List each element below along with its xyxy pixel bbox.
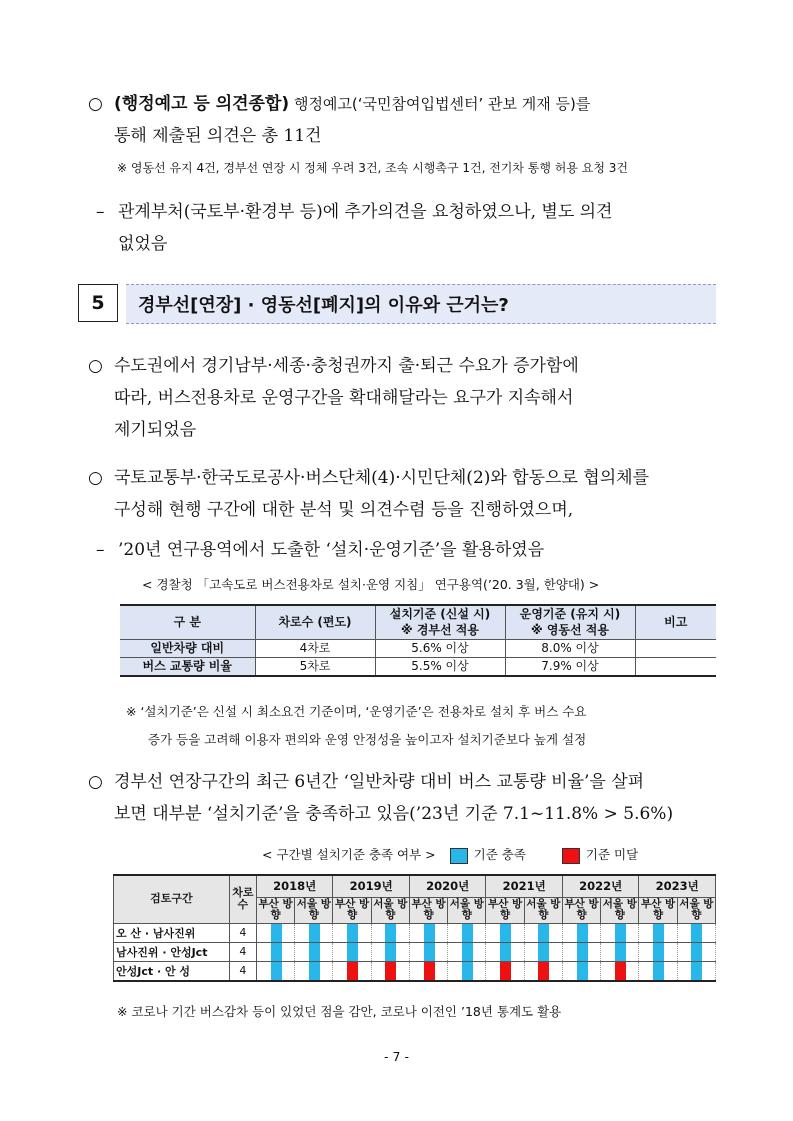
status-cell bbox=[333, 923, 371, 942]
header-busan-direction: 부산 방향 bbox=[256, 897, 294, 923]
status-cell bbox=[639, 961, 677, 981]
header-busan-direction: 부산 방향 bbox=[333, 897, 371, 923]
section-title: 경부선[연장] · 영동선[폐지]의 이유와 근거는? bbox=[126, 284, 716, 324]
legend-meet-label: 기준 충족 bbox=[473, 847, 526, 862]
opinion-summary-line1 bbox=[88, 88, 728, 120]
demand-line1: 수도권에서 경기남부·세종·충청권까지 출·퇴근 수요가 증가함에 bbox=[114, 356, 579, 376]
meets-criteria-bar bbox=[462, 962, 473, 980]
status-cell bbox=[562, 961, 600, 981]
extension-line2: 보면 대부분 ‘설치기준’을 충족하고 있음(’23년 기준 7.1~11.8% > 5.6%) bbox=[114, 804, 674, 824]
legend-fail-label: 기준 미달 bbox=[585, 847, 639, 862]
section-number: 5 bbox=[78, 284, 118, 322]
section-name: 안성Jct · 안 성 bbox=[114, 961, 230, 981]
demand-paragraph bbox=[88, 350, 728, 446]
meets-criteria-bar bbox=[462, 943, 473, 961]
meets-criteria-bar bbox=[462, 924, 473, 942]
section-name: 오 산 · 남사진위 bbox=[114, 923, 230, 942]
opinion-summary-paragraph bbox=[88, 88, 728, 152]
meets-criteria-bar bbox=[615, 924, 626, 942]
table-row bbox=[120, 657, 716, 676]
row-label-top: 일반차량 대비 bbox=[120, 639, 255, 657]
header-year: 2021년 bbox=[486, 875, 563, 897]
status-cell bbox=[562, 942, 600, 961]
council-paragraph bbox=[88, 462, 728, 526]
row-label-bottom: 버스 교통량 비율 bbox=[120, 657, 255, 676]
status-cell bbox=[448, 942, 486, 961]
table-row bbox=[114, 942, 716, 961]
header-section: 검토구간 bbox=[114, 875, 230, 923]
opinion-summary-line2: 통해 제출된 의견은 총 11건 bbox=[114, 126, 322, 146]
install-cell: 5.5% 이상 bbox=[375, 657, 505, 676]
status-cell bbox=[524, 942, 562, 961]
table-row bbox=[120, 639, 716, 657]
header-lanes: 차로수 (편도) bbox=[255, 605, 375, 639]
status-cell bbox=[333, 942, 371, 961]
meets-criteria-bar bbox=[347, 924, 358, 942]
remarks-cell bbox=[635, 639, 716, 657]
opinion-summary-heading: (행정예고 등 의견종합) bbox=[114, 94, 290, 114]
status-cell bbox=[295, 942, 333, 961]
meets-criteria-bar bbox=[271, 943, 282, 961]
below-criteria-bar bbox=[424, 962, 435, 980]
ministry-opinion-line1: 관계부처(국토부·환경부 등)에 추가의견을 요청하였으나, 별도 의견 bbox=[118, 202, 613, 222]
opinion-breakdown-note: ※ 영동선 유지 4건, 경부선 연장 시 정체 우려 3건, 조속 시행촉구 1건, 전기차 통행 허용 요청 3건 bbox=[117, 161, 629, 175]
legend-fail-swatch bbox=[562, 848, 580, 864]
below-criteria-bar bbox=[347, 962, 358, 980]
status-cell bbox=[409, 923, 447, 942]
status-cell bbox=[486, 942, 524, 961]
header-operate-criteria: 운영기준 (유지 시) ※ 영동선 적용 bbox=[505, 605, 635, 639]
meets-criteria-bar bbox=[309, 962, 320, 980]
meets-criteria-bar bbox=[385, 943, 396, 961]
operate-cell: 8.0% 이상 bbox=[505, 639, 635, 657]
status-cell bbox=[333, 961, 371, 981]
lane-count: 4 bbox=[229, 923, 256, 942]
header-busan-direction: 부산 방향 bbox=[562, 897, 600, 923]
status-cell bbox=[677, 942, 715, 961]
ministry-opinion-line2: 없었음 bbox=[118, 234, 168, 254]
header-year: 2023년 bbox=[639, 875, 716, 897]
lane-count: 4 bbox=[229, 942, 256, 961]
status-cell bbox=[524, 923, 562, 942]
meets-criteria-bar bbox=[500, 943, 511, 961]
meets-criteria-bar bbox=[653, 962, 664, 980]
meets-criteria-bar bbox=[691, 962, 702, 980]
dash-bullet: – bbox=[96, 202, 105, 222]
meets-criteria-bar bbox=[653, 924, 664, 942]
bullet-circle: ○ bbox=[88, 356, 103, 376]
meets-criteria-bar bbox=[653, 943, 664, 961]
meets-criteria-bar bbox=[691, 924, 702, 942]
table-row bbox=[114, 961, 716, 981]
below-criteria-bar bbox=[500, 962, 511, 980]
page-number: - 7 - bbox=[384, 1049, 409, 1064]
lanes-cell: 5차로 bbox=[255, 657, 375, 676]
header-busan-direction: 부산 방향 bbox=[639, 897, 677, 923]
meets-criteria-bar bbox=[385, 924, 396, 942]
meets-criteria-bar bbox=[500, 924, 511, 942]
extension-line1: 경부선 연장구간의 최근 6년간 ‘일반차량 대비 버스 교통량 비율’을 살펴 bbox=[114, 772, 645, 792]
status-cell bbox=[524, 961, 562, 981]
header-category: 구 분 bbox=[120, 605, 255, 639]
status-cell bbox=[371, 961, 409, 981]
status-cell bbox=[409, 942, 447, 961]
ministry-opinion-paragraph bbox=[96, 196, 736, 260]
meets-criteria-bar bbox=[424, 943, 435, 961]
status-cell bbox=[295, 961, 333, 981]
status-cell bbox=[486, 923, 524, 942]
lanes-cell: 4차로 bbox=[255, 639, 375, 657]
status-cell bbox=[562, 923, 600, 942]
meets-criteria-bar bbox=[691, 943, 702, 961]
meets-criteria-bar bbox=[577, 924, 588, 942]
meets-criteria-bar bbox=[424, 924, 435, 942]
status-cell bbox=[256, 961, 294, 981]
header-lane-count: 차로수 bbox=[229, 875, 256, 923]
status-cell bbox=[601, 961, 639, 981]
section-criteria-table bbox=[113, 874, 716, 982]
research-line1: ’20년 연구용역에서 도출한 ‘설치·운영기준’을 활용하였음 bbox=[118, 540, 545, 560]
below-criteria-bar bbox=[538, 962, 549, 980]
operate-cell: 7.9% 이상 bbox=[505, 657, 635, 676]
status-cell bbox=[371, 942, 409, 961]
header-remarks: 비고 bbox=[635, 605, 716, 639]
header-seoul-direction: 서울 방향 bbox=[448, 897, 486, 923]
table1-caption: < 경찰청 「고속도로 버스전용차로 설치·운영 지침」 연구용역(’20. 3월, 한양대) > bbox=[142, 577, 600, 592]
status-cell bbox=[601, 923, 639, 942]
meets-criteria-bar bbox=[271, 924, 282, 942]
header-seoul-direction: 서울 방향 bbox=[295, 897, 333, 923]
section-name: 남사진위 · 안성Jct bbox=[114, 942, 230, 961]
status-cell bbox=[677, 961, 715, 981]
header-seoul-direction: 서울 방향 bbox=[677, 897, 715, 923]
status-cell bbox=[409, 961, 447, 981]
header-seoul-direction: 서울 방향 bbox=[524, 897, 562, 923]
header-install-criteria: 설치기준 (신설 시) ※ 경부선 적용 bbox=[375, 605, 505, 639]
criteria-table-header bbox=[120, 605, 716, 639]
header-year: 2022년 bbox=[562, 875, 639, 897]
header-year: 2020년 bbox=[409, 875, 486, 897]
table2-caption-row bbox=[262, 845, 638, 864]
status-cell bbox=[448, 923, 486, 942]
meets-criteria-bar bbox=[577, 962, 588, 980]
legend-meet-swatch bbox=[450, 848, 468, 864]
header-year: 2019년 bbox=[333, 875, 410, 897]
header-year: 2018년 bbox=[256, 875, 333, 897]
opinion-summary-text: 행정예고(‘국민참여입법센터’ 관보 게재 등)를 bbox=[289, 95, 591, 113]
status-cell bbox=[601, 942, 639, 961]
meets-criteria-bar bbox=[577, 943, 588, 961]
criteria-note bbox=[126, 698, 586, 754]
meets-criteria-bar bbox=[615, 943, 626, 961]
install-cell: 5.6% 이상 bbox=[375, 639, 505, 657]
bullet-circle: ○ bbox=[88, 772, 103, 792]
council-line1: 국토교통부·한국도로공사·버스단체(4)·시민단체(2)와 합동으로 협의체를 bbox=[114, 468, 649, 488]
criteria-table bbox=[120, 604, 716, 677]
status-cell bbox=[371, 923, 409, 942]
demand-line3: 제기되었음 bbox=[114, 420, 197, 440]
below-criteria-bar bbox=[385, 962, 396, 980]
status-cell bbox=[295, 923, 333, 942]
status-cell bbox=[639, 923, 677, 942]
status-cell bbox=[639, 942, 677, 961]
council-line2: 구성해 현행 구간에 대한 분석 및 의견수렴 등을 진행하였으며, bbox=[114, 500, 574, 520]
meets-criteria-bar bbox=[309, 924, 320, 942]
lane-count: 4 bbox=[229, 961, 256, 981]
status-cell bbox=[486, 961, 524, 981]
table2-caption: < 구간별 설치기준 충족 여부 > bbox=[262, 847, 436, 862]
header-seoul-direction: 서울 방향 bbox=[601, 897, 639, 923]
extension-paragraph bbox=[88, 766, 728, 830]
research-paragraph bbox=[96, 534, 736, 566]
meets-criteria-bar bbox=[347, 943, 358, 961]
below-criteria-bar bbox=[615, 962, 626, 980]
remarks-cell bbox=[635, 657, 716, 676]
status-cell bbox=[448, 961, 486, 981]
header-busan-direction: 부산 방향 bbox=[486, 897, 524, 923]
criteria-note-line2: 증가 등을 고려해 이용자 편의와 운영 안정성을 높이고자 설치기준보다 높게 설정 bbox=[148, 732, 587, 747]
status-cell bbox=[256, 942, 294, 961]
demand-line2: 따라, 버스전용차로 운영구간을 확대해달라는 요구가 지속해서 bbox=[114, 388, 574, 408]
bullet-circle: ○ bbox=[88, 94, 103, 114]
status-cell bbox=[256, 923, 294, 942]
meets-criteria-bar bbox=[309, 943, 320, 961]
bullet-circle: ○ bbox=[88, 468, 103, 488]
covid-note: ※ 코로나 기간 버스감차 등이 있었던 점을 감안, 코로나 이전인 ’18년 통계도 활용 bbox=[117, 1004, 562, 1019]
header-seoul-direction: 서울 방향 bbox=[371, 897, 409, 923]
table-row bbox=[114, 923, 716, 942]
meets-criteria-bar bbox=[538, 943, 549, 961]
header-busan-direction: 부산 방향 bbox=[409, 897, 447, 923]
meets-criteria-bar bbox=[271, 962, 282, 980]
status-cell bbox=[677, 923, 715, 942]
meets-criteria-bar bbox=[538, 924, 549, 942]
dash-bullet: – bbox=[96, 540, 105, 560]
criteria-note-line1: ※ ‘설치기준’은 신설 시 최소요건 기준이며, ‘운영기준’은 전용차로 설치 후 버스 수요 bbox=[126, 704, 587, 719]
